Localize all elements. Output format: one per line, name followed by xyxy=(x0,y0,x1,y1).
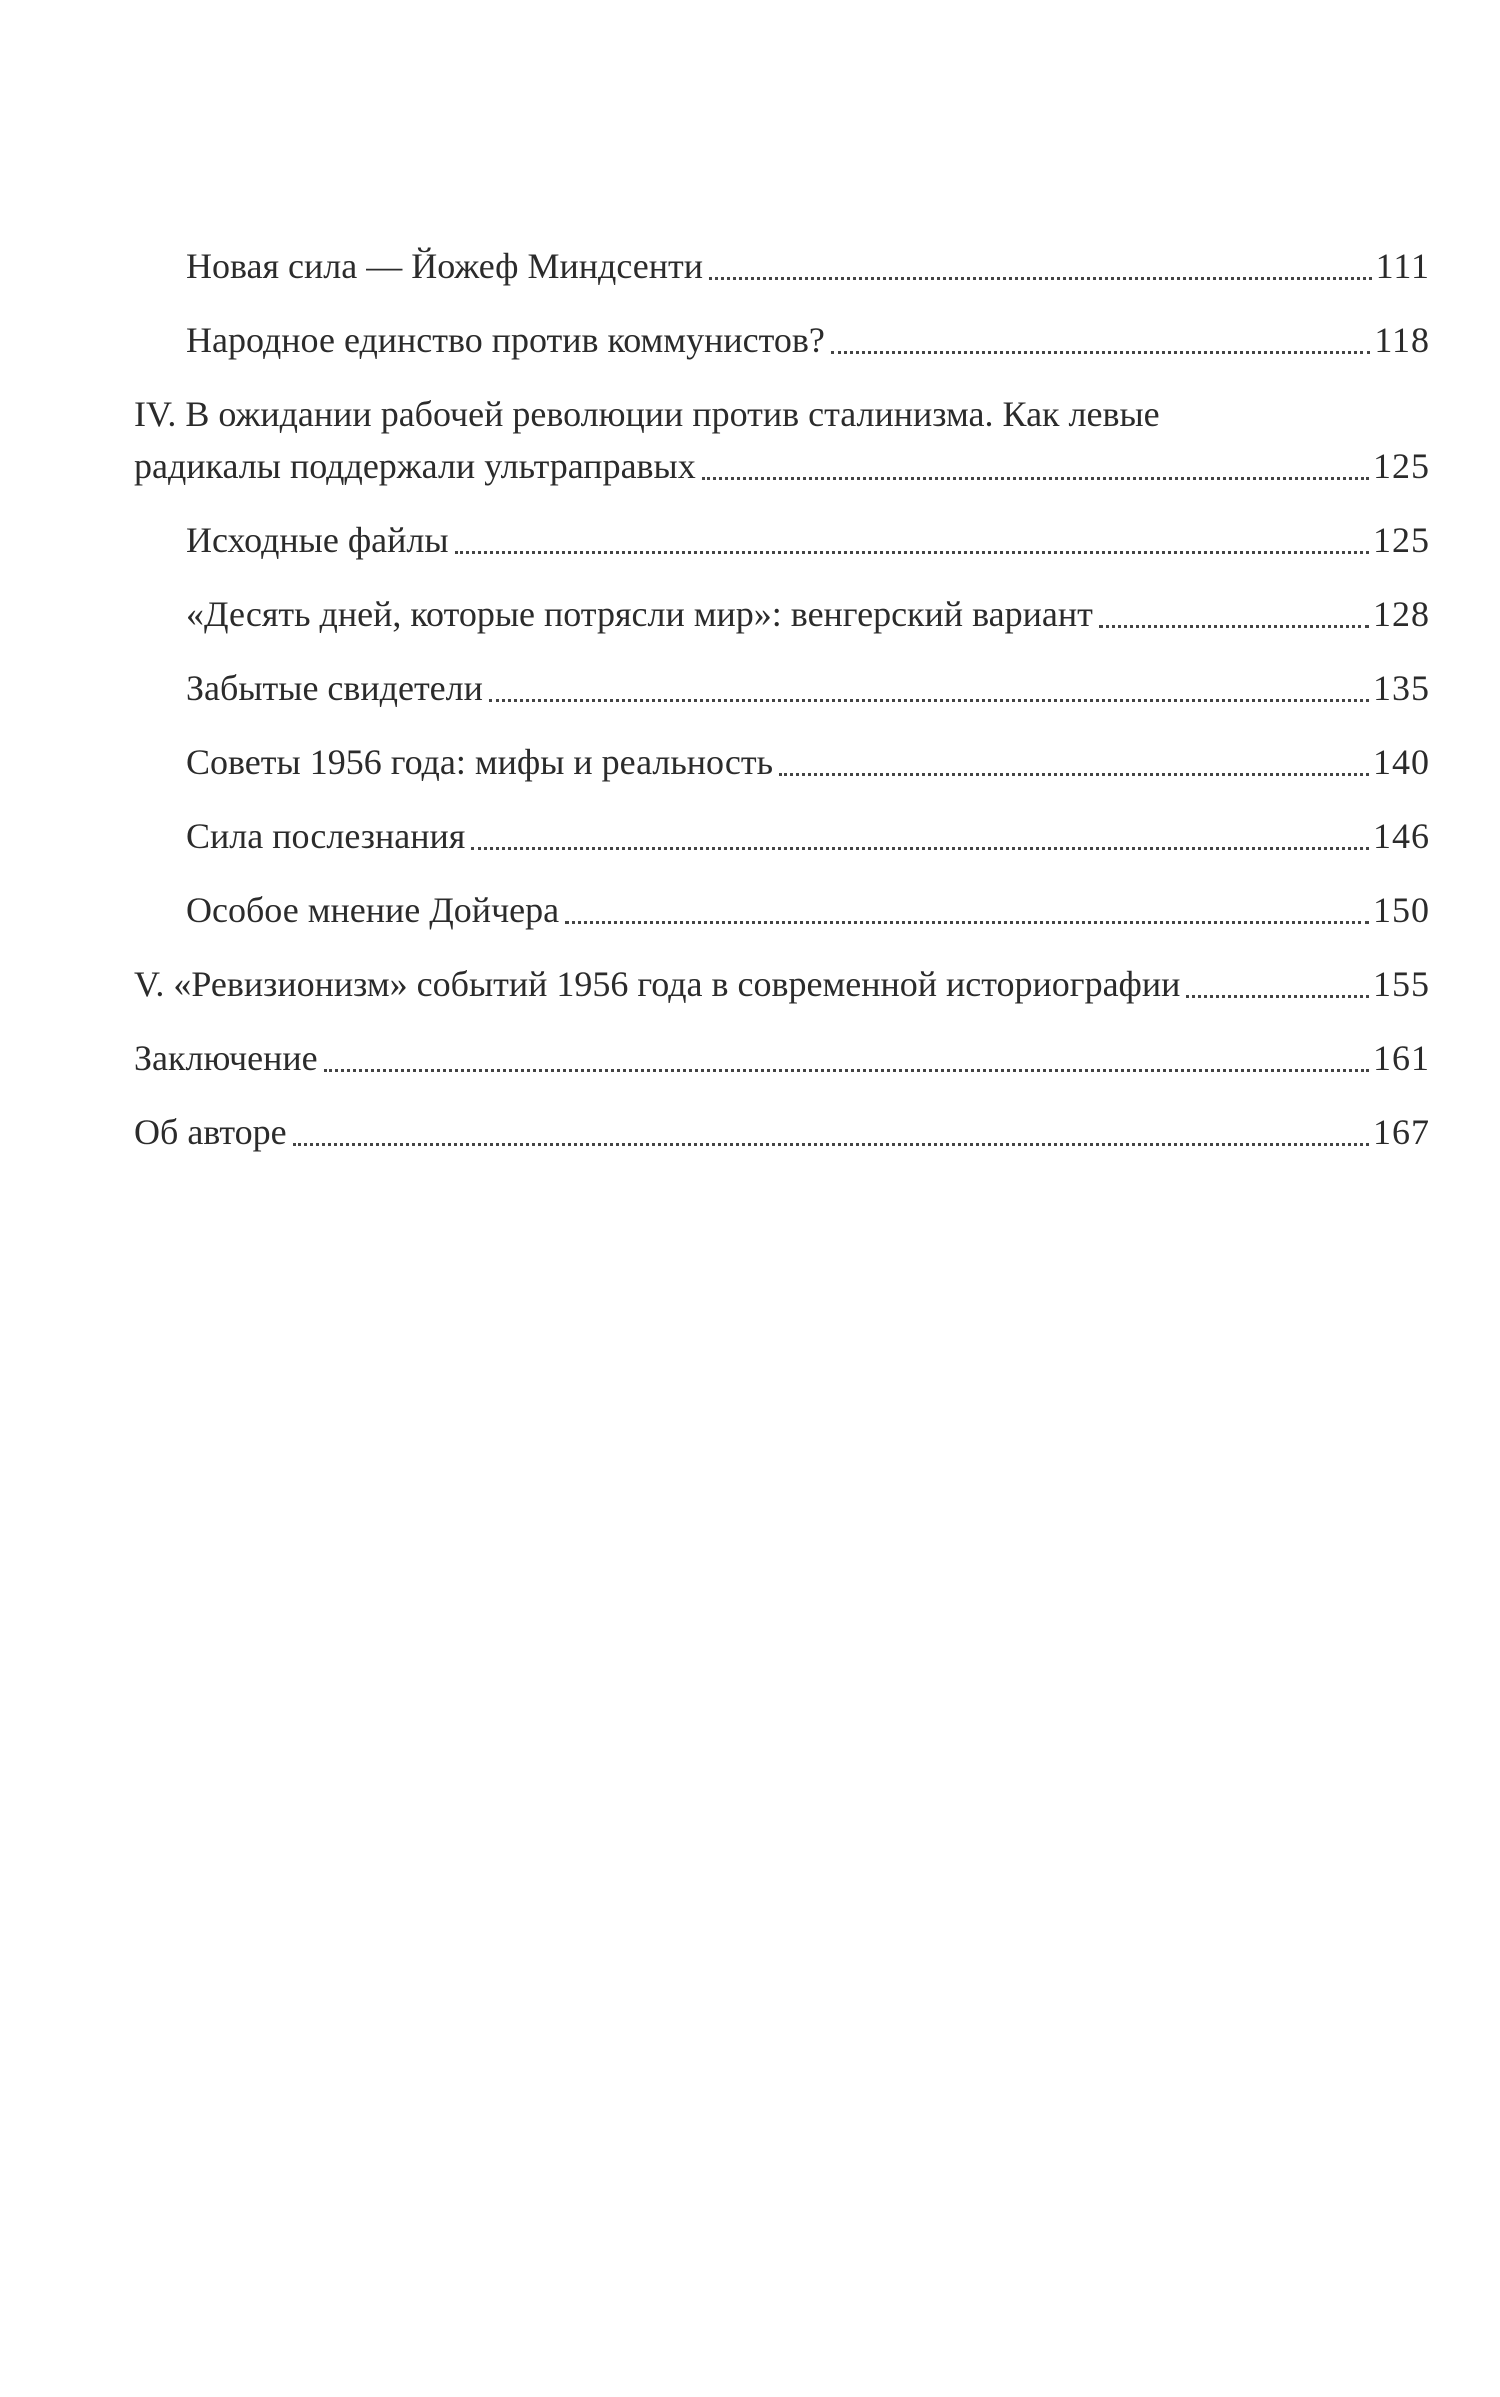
toc-entry[interactable] xyxy=(186,588,1430,640)
toc-entry[interactable] xyxy=(186,810,1430,862)
dot-leader xyxy=(293,1143,1369,1146)
toc-entry-title: Народное единство против коммунистов? xyxy=(186,320,825,360)
toc-entry[interactable] xyxy=(186,514,1430,566)
toc-entry-title: Исходные файлы xyxy=(186,520,449,560)
toc-entry-title: Советы 1956 года: мифы и реальность xyxy=(186,742,774,782)
toc-entry-chapter[interactable] xyxy=(134,1106,1430,1158)
toc-page-number: 128 xyxy=(1373,594,1430,634)
toc-entry[interactable] xyxy=(186,736,1430,788)
toc-entry-title: Новая сила — Йожеф Миндсенти xyxy=(186,246,704,286)
toc-entry[interactable] xyxy=(186,314,1430,366)
toc-entry-title: радикалы поддержали ультраправых xyxy=(134,446,696,486)
toc-page-number: 125 xyxy=(1373,520,1430,560)
toc-entry-title: Особое мнение Дойчера xyxy=(186,890,560,930)
toc-page-number: 155 xyxy=(1373,964,1430,1004)
toc-entry-title: Об авторе xyxy=(134,1112,287,1152)
dot-leader xyxy=(702,477,1369,480)
toc-entry-title: Сила послезнания xyxy=(186,816,466,856)
toc-entry-title: «Десять дней, которые потрясли мир»: венгерский вариант xyxy=(186,594,1093,634)
toc-entry-chapter[interactable] xyxy=(134,1032,1430,1084)
dot-leader xyxy=(565,921,1369,924)
toc-page-number: 135 xyxy=(1373,668,1430,708)
toc-page-number: 140 xyxy=(1373,742,1430,782)
table-of-contents xyxy=(134,240,1430,1180)
toc-page-number: 167 xyxy=(1373,1112,1430,1152)
dot-leader xyxy=(455,551,1369,554)
toc-page-number: 118 xyxy=(1374,320,1430,360)
toc-page-number: 111 xyxy=(1375,246,1430,286)
toc-entry-chapter[interactable] xyxy=(134,388,1430,492)
dot-leader xyxy=(779,773,1369,776)
dot-leader xyxy=(324,1069,1369,1072)
toc-entry[interactable] xyxy=(186,884,1430,936)
dot-leader xyxy=(1186,995,1369,998)
toc-entry-title-line1: IV. В ожидании рабочей революции против сталинизма. Как левые xyxy=(134,394,1160,434)
toc-entry-chapter[interactable] xyxy=(134,958,1430,1010)
dot-leader xyxy=(1099,625,1369,628)
dot-leader xyxy=(489,699,1369,702)
toc-page-number: 125 xyxy=(1373,446,1430,486)
dot-leader xyxy=(831,351,1371,354)
toc-entry-title: Заключение xyxy=(134,1038,318,1078)
toc-entry[interactable] xyxy=(186,662,1430,714)
toc-entry[interactable] xyxy=(186,240,1430,292)
toc-entry-title: V. «Ревизионизм» событий 1956 года в современной историографии xyxy=(134,964,1181,1004)
toc-entry-title: Забытые свидетели xyxy=(186,668,483,708)
toc-page-number: 150 xyxy=(1373,890,1430,930)
dot-leader xyxy=(709,277,1372,280)
dot-leader xyxy=(471,847,1369,850)
toc-page-number: 161 xyxy=(1373,1038,1430,1078)
toc-page-number: 146 xyxy=(1373,816,1430,856)
